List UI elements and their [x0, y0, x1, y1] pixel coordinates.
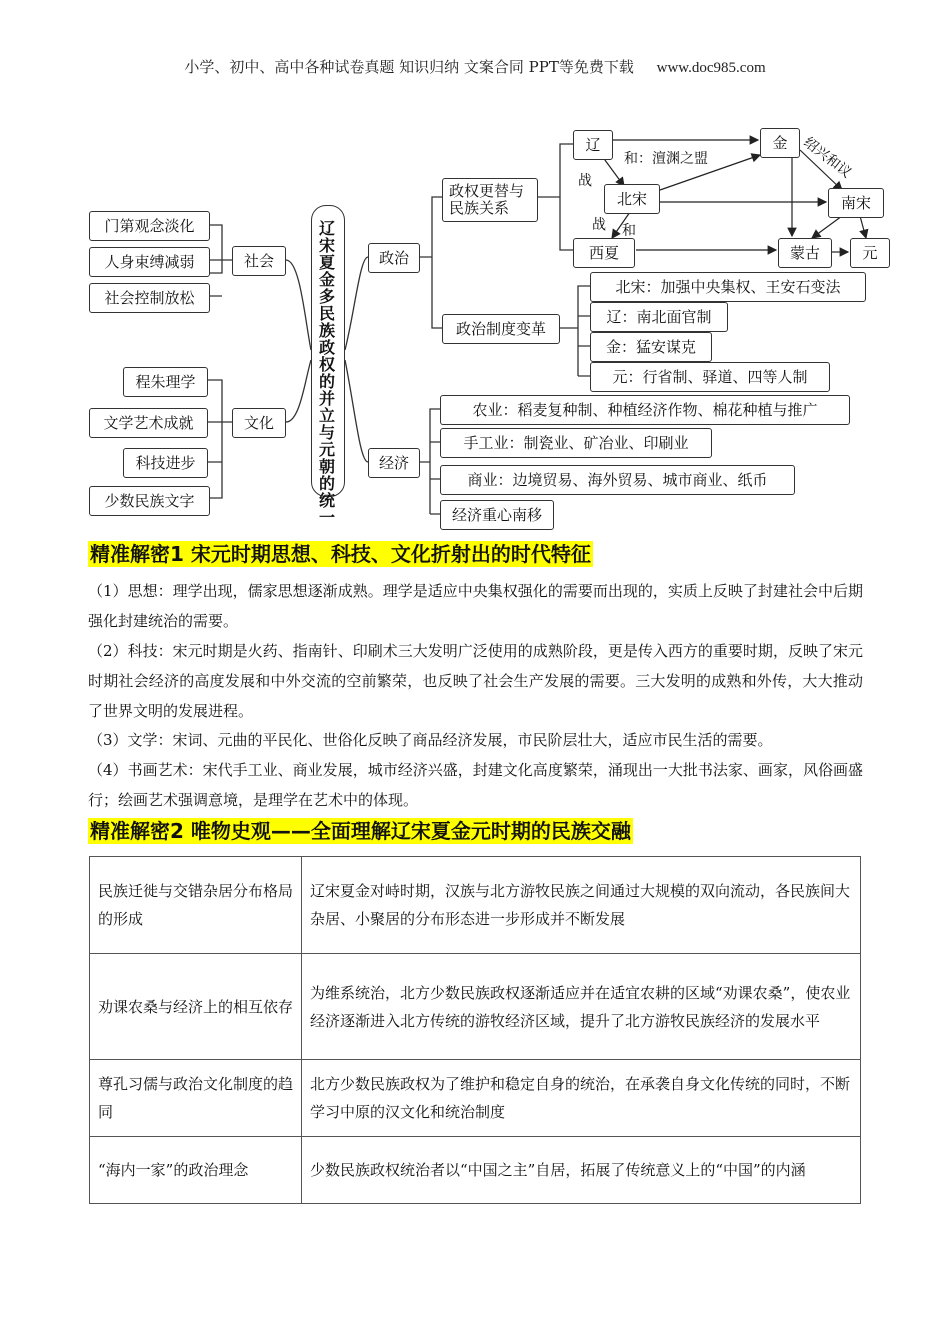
connector — [208, 380, 232, 498]
label-shaoxing: 绍兴和议 — [800, 134, 855, 182]
root-label: 辽宋夏金多民族政权的并立与元朝的统一 — [319, 219, 336, 527]
table-row — [90, 857, 861, 954]
economy-item: 经济重心南移 — [440, 500, 554, 530]
system-item: 元：行省制、驿道、四等人制 — [590, 362, 830, 392]
header-text: 小学、初中、高中各种试卷真题 知识归纳 文案合同 PPT等免费下载 — [184, 58, 634, 76]
system-node: 政治制度变革 — [442, 314, 560, 344]
label-zhan: 战 — [578, 173, 592, 189]
connector — [286, 260, 311, 350]
culture-item: 少数民族文字 — [89, 486, 210, 516]
header-url[interactable]: www.doc985.com — [656, 60, 766, 76]
connector — [560, 286, 590, 376]
table-row — [90, 1137, 861, 1204]
label-he: 和 — [622, 223, 636, 239]
table-cell-value: 为维系统治，北方少数民族政权逐渐适应并在适宜农耕的区域“劝课农桑”，使农业经济逐渐进入北方传统的游牧经济区域，提升了北方游牧民族经济的发展水平 — [302, 954, 861, 1060]
section1-title: 精准解密1 宋元时期思想、科技、文化折射出的时代特征 — [90, 542, 591, 566]
node-beisong: 北宋 — [604, 184, 660, 214]
section1-paragraph: （3）文学：宋词、元曲的平民化、世俗化反映了商品经济发展，市民阶层壮大，适应市民生活的需要。 — [88, 731, 773, 749]
table-cell-key: 尊孔习儒与政治文化制度的趋同 — [90, 1060, 302, 1137]
economy-item: 商业：边境贸易、海外贸易、城市商业、纸币 — [440, 465, 795, 495]
society-item: 社会控制放松 — [89, 283, 210, 313]
table-cell-key: 劝课农桑与经济上的相互依存 — [90, 954, 302, 1060]
label-chanyuan: 和：澶渊之盟 — [624, 151, 708, 167]
connector — [286, 360, 311, 422]
regime-line: 民族关系 — [449, 199, 510, 217]
economy-item: 农业：稻麦复种制、种植经济作物、棉花种植与推广 — [440, 395, 850, 425]
culture-item: 文学艺术成就 — [89, 408, 208, 438]
section1-paragraph: （1）思想：理学出现，儒家思想逐渐成熟。理学是适应中央集权强化的需要而出现的，实质上反映了封建社会中后期强化封建统治的需要。 — [88, 582, 863, 630]
table-cell-value: 北方少数民族政权为了维护和稳定自身的统治，在承袭自身文化传统的同时，不断学习中原的汉文化和统治制度 — [302, 1060, 861, 1137]
culture-item: 科技进步 — [123, 448, 208, 478]
connector — [538, 144, 573, 250]
section1-paragraph: （2）科技：宋元时期是火药、指南针、印刷术三大发明广泛使用的成熟阶段，更是传入西方的重要时期，反映了宋元时期社会经济的高度发展和中外交流的空前繁荣，也反映了社会生产发展的需要。三大发明的成熟和外传，大大推动了世界文明的发展进程。 — [88, 642, 863, 720]
mind-map — [0, 120, 950, 530]
society-item: 人身束缚减弱 — [89, 247, 210, 277]
society-item: 门第观念淡化 — [89, 211, 210, 241]
node-xixia: 西夏 — [573, 238, 635, 268]
page-header — [0, 56, 950, 77]
section2-title: 精准解密2 唯物史观——全面理解辽宋夏金元时期的民族交融 — [90, 819, 631, 843]
node-nansong: 南宋 — [828, 188, 884, 218]
economy-node: 经济 — [368, 448, 420, 478]
table-cell-key: “海内一家”的政治理念 — [90, 1137, 302, 1204]
regime-node — [442, 178, 538, 222]
table-cell-value: 少数民族政权统治者以“中国之主”自居，拓展了传统意义上的“中国”的内涵 — [302, 1137, 861, 1204]
economy-item: 手工业：制瓷业、矿冶业、印刷业 — [440, 428, 712, 458]
fusion-table — [89, 856, 861, 1204]
section1-paragraph: （4）书画艺术：宋代手工业、商业发展，城市经济兴盛，封建文化高度繁荣，涌现出一大批书法家、画家，风俗画盛行；绘画艺术强调意境，是理学在艺术中的体现。 — [88, 761, 863, 809]
connector — [420, 409, 440, 514]
system-item: 金：猛安谋克 — [590, 332, 712, 362]
connector — [420, 197, 442, 328]
node-jin: 金 — [760, 128, 800, 158]
culture-item: 程朱理学 — [123, 367, 208, 397]
regime-line: 政权更替与 — [449, 182, 525, 200]
table-row — [90, 1060, 861, 1137]
label-zhan: 战 — [592, 217, 606, 233]
arrow-nansong-yuan — [860, 216, 866, 238]
connector — [345, 257, 368, 350]
politics-node: 政治 — [368, 243, 420, 273]
table-row — [90, 954, 861, 1060]
culture-node: 文化 — [232, 408, 286, 438]
node-menggu: 蒙古 — [778, 238, 832, 268]
table-cell-key: 民族迁徙与交错杂居分布格局的形成 — [90, 857, 302, 954]
connector — [345, 360, 368, 462]
society-node: 社会 — [232, 246, 286, 276]
table-cell-value: 辽宋夏金对峙时期，汉族与北方游牧民族之间通过大规模的双向流动，各民族间大杂居、小聚居的分布形态进一步形成并不断发展 — [302, 857, 861, 954]
node-liao: 辽 — [573, 130, 613, 160]
arrow-nansong-menggu — [812, 216, 842, 238]
system-item: 北宋：加强中央集权、王安石变法 — [590, 272, 866, 302]
root-node — [311, 205, 345, 527]
system-item: 辽：南北面官制 — [590, 302, 728, 332]
connector — [210, 225, 232, 296]
node-yuan: 元 — [850, 238, 890, 268]
arrow-liao-beisong — [602, 156, 624, 186]
